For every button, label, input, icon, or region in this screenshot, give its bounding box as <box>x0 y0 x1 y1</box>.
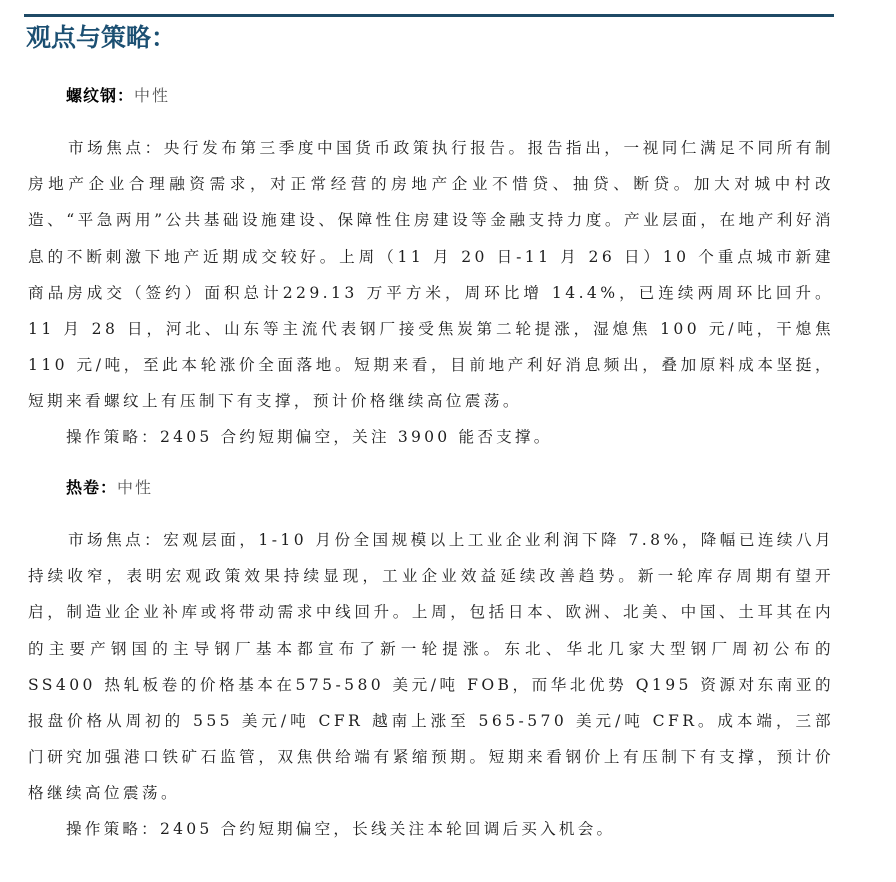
hrc-strategy: 操作策略：2405 合约短期偏空，长线关注本轮回调后买入机会。 <box>66 820 616 838</box>
rebar-label: 螺纹钢 <box>66 86 118 105</box>
rebar-rating: 中性 <box>134 86 171 105</box>
text-line: 前地产利好消息频出，叠加原料成本坚挺，短期来看螺纹上有压制下有支撑，预计价格继续高位震荡。 <box>28 356 834 411</box>
text-line: 市场焦点：央行发布第三季度中国货币政策执行报告。报告指出，一视同仁满足不同所有制房地 <box>28 139 834 194</box>
page-title: 观点与策略： <box>26 23 177 52</box>
header-rule <box>24 14 834 17</box>
rebar-market-focus-paragraph <box>28 130 834 420</box>
text-line: 接受焦炭第二轮提涨，湿熄焦 100 元/吨，干熄焦 110 元/吨，至此本轮涨价全面落地。短期来看，目 <box>28 320 834 375</box>
text-line: 导钢厂基本都宣布了新一轮提涨。东北、华北几家大型钢厂周初公布的 SS400 热轧板卷的价格基本在 <box>28 639 834 694</box>
text-line: 575-580 美元/吨 FOB，而华北优势 Q195 资源对东南亚的报盘价格从周初的 555 美元/吨 CFR 越南上涨 <box>28 675 834 731</box>
hrc-market-focus <box>28 522 834 812</box>
text-line: 窄，表明宏观政策效果持续显现，工业企业效益延续改善趋势。新一轮库存周期有望开启，制造业企 <box>28 567 835 622</box>
text-line: 市场焦点：宏观层面，1-10 月份全国规模以上工业企业利润下降 7.8%，降幅已连续八月持续收 <box>28 531 834 586</box>
text-line: 看钢价上有压制下有支撑，预计价格继续高位震荡。 <box>28 748 834 803</box>
text-line: 用”公共基础设施建设、保障性住房建设等金融支持力度。产业层面，在地产利好消息的不断刺激下 <box>28 211 834 266</box>
text-line: 业补库或将带动需求中线回升。上周，包括日本、欧洲、北美、中国、土耳其在内的主要产钢国的主 <box>28 603 834 658</box>
text-line: 229.13 万平方米，周环比增 14.4%，已连续两周环比回升。11 月 28 日，河北、山东等主流代表钢厂 <box>28 283 834 339</box>
text-line: 地产近期成交较好。上周（11 月 20 日-11 月 26 日）10 个重点城市新建商品房成交（签约）面积总计 <box>28 247 834 302</box>
text-line: 至 565-570 美元/吨 CFR。成本端，三部门研究加强港口铁矿石监管，双焦供给端有紧缩预期。短期来 <box>28 712 834 767</box>
hrc-market-focus-paragraph <box>28 522 834 812</box>
rebar-market-focus <box>28 130 834 420</box>
rebar-label-separator: ： <box>117 86 135 105</box>
hrc-subheading <box>66 476 153 500</box>
hrc-rating: 中性 <box>117 478 154 497</box>
text-line: 产企业合理融资需求，对正常经营的房地产企业不惜贷、抽贷、断贷。加大对城中村改造、“平急两 <box>28 175 834 230</box>
hrc-label: 热卷 <box>66 478 101 497</box>
rebar-subheading <box>66 84 170 108</box>
rebar-strategy: 操作策略：2405 合约短期偏空，关注 3900 能否支撑。 <box>66 428 553 446</box>
hrc-label-separator: ： <box>100 478 118 497</box>
